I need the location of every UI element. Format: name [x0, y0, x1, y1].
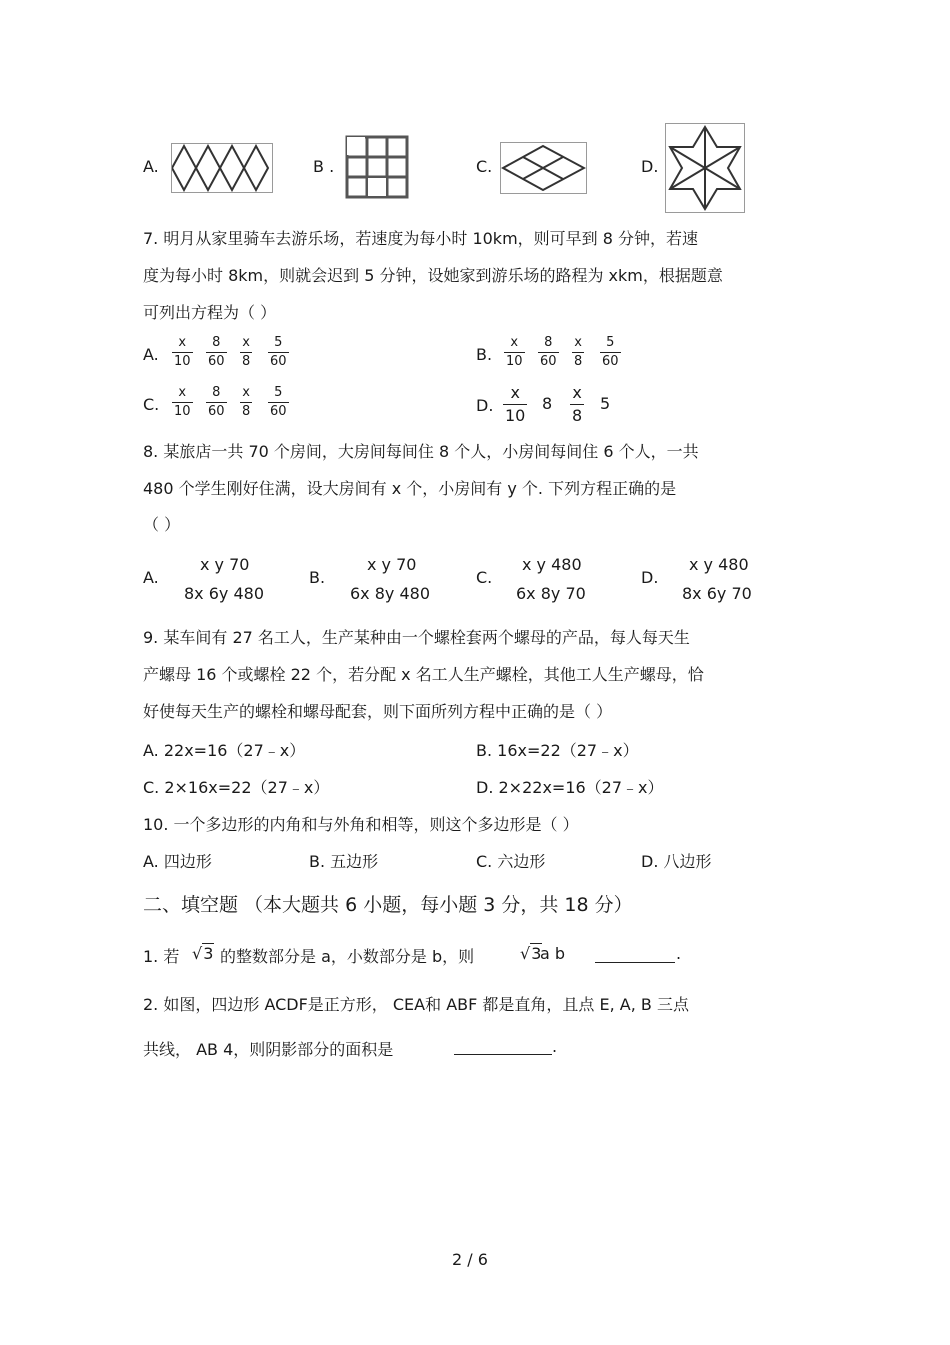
q9-line-2: 产螺母 16 个或螺栓 22 个，若分配 x 名工人生产螺栓，其他工人生产螺母，恰: [143, 665, 704, 684]
q7-option-b-label: B.: [476, 345, 493, 364]
grid-square-figure: [343, 133, 411, 201]
section-2-heading: 二、填空题 （本大题共 6 小题，每小题 3 分，共 18 分）: [143, 894, 633, 916]
q7-d-frac-2: $\frac{x}{8}$: [572, 383, 583, 425]
q8-a-eq-bottom: 8x 6y 480: [184, 584, 265, 603]
q7-c-frac-1: $\frac{x}{10}$: [174, 385, 191, 419]
q7-d-eight: 8: [542, 394, 553, 413]
q7-a-frac-1: $\frac{x}{10}$: [174, 335, 191, 369]
fill-1-sqrt-1: √3: [192, 944, 214, 963]
fill-1-answer-blank[interactable]: [595, 962, 675, 963]
q7-option-c-label: C.: [143, 395, 160, 414]
q6-figure-b: [343, 133, 411, 201]
q9-option-a: A. 22x=16（27﹣x）: [143, 741, 306, 760]
fill-1-expr: a b: [540, 944, 566, 963]
q7-a-frac-2: $\frac{8}{60}$: [208, 335, 225, 369]
q9-option-d: D. 2×22x=16（27﹣x）: [476, 778, 664, 797]
fill-2-line-1: 2. 如图，四边形 ACDF是正方形， CEA和 ABF 都是直角，且点 E, A, B 三点: [143, 995, 689, 1014]
q6-figure-d: [665, 123, 745, 213]
q6-option-a-label: A.: [143, 157, 159, 176]
q7-b-frac-1: $\frac{x}{10}$: [506, 335, 523, 369]
q7-d-frac-1: $\frac{x}{10}$: [505, 383, 526, 425]
q8-b-eq-bottom: 6x 8y 480: [350, 584, 431, 603]
fill-1-sqrt-2: √3: [520, 944, 542, 963]
q8-d-eq-top: x y 480: [689, 555, 749, 574]
q9-option-b: B. 16x=22（27﹣x）: [476, 741, 639, 760]
page-number: 2 / 6: [452, 1250, 488, 1269]
q9-option-c: C. 2×16x=22（27﹣x）: [143, 778, 330, 797]
zigzag-diamond-figure: [172, 144, 272, 192]
q7-c-frac-3: $\frac{x}{8}$: [242, 385, 251, 419]
q8-option-c-label: C.: [476, 568, 493, 587]
q6-figure-c: [500, 142, 587, 194]
fill-1-prefix: 1. 若: [143, 947, 180, 966]
q7-a-frac-4: $\frac{5}{60}$: [270, 335, 287, 369]
q7-c-frac-4: $\frac{5}{60}$: [270, 385, 287, 419]
q7-line-2: 度为每小时 8km，则就会迟到 5 分钟，设她家到游乐场的路程为 xkm，根据题意: [143, 266, 723, 285]
q10-option-b: B. 五边形: [309, 852, 379, 871]
fill-1-end: .: [676, 944, 682, 963]
q6-option-d-label: D.: [641, 157, 659, 176]
q7-option-a-label: A.: [143, 345, 159, 364]
q7-b-frac-4: $\frac{5}{60}$: [602, 335, 619, 369]
q7-c-frac-2: $\frac{8}{60}$: [208, 385, 225, 419]
six-point-star-figure: [666, 124, 744, 212]
q6-figure-a: [171, 143, 273, 193]
fill-2-end: .: [552, 1037, 558, 1056]
q10-option-d: D. 八边形: [641, 852, 712, 871]
fill-2-answer-blank[interactable]: [454, 1054, 552, 1055]
q10-option-c: C. 六边形: [476, 852, 546, 871]
rhombus-lattice-figure: [501, 143, 586, 193]
q7-b-frac-3: $\frac{x}{8}$: [574, 335, 583, 369]
q6-option-b-label: B .: [313, 157, 335, 176]
q10-option-a: A. 四边形: [143, 852, 212, 871]
q8-option-d-label: D.: [641, 568, 659, 587]
q10-line-1: 10. 一个多边形的内角和与外角和相等，则这个多边形是（ ）: [143, 815, 579, 834]
fill-1-mid: 的整数部分是 a，小数部分是 b，则: [220, 947, 475, 966]
q8-a-eq-top: x y 70: [200, 555, 250, 574]
fill-2-line-2: 共线， AB 4，则阴影部分的面积是: [143, 1040, 394, 1059]
q7-line-1: 7. 明月从家里骑车去游乐场，若速度为每小时 10km，则可早到 8 分钟，若速: [143, 229, 699, 248]
q8-line-3: （ ）: [143, 515, 181, 534]
q7-line-3: 可列出方程为（ ）: [143, 303, 277, 322]
q8-c-eq-bottom: 6x 8y 70: [516, 584, 586, 603]
q9-line-3: 好使每天生产的螺栓和螺母配套，则下面所列方程中正确的是（ ）: [143, 702, 613, 721]
q8-d-eq-bottom: 8x 6y 70: [682, 584, 752, 603]
q8-b-eq-top: x y 70: [367, 555, 417, 574]
q7-option-d-label: D.: [476, 396, 494, 415]
q8-line-1: 8. 某旅店一共 70 个房间，大房间每间住 8 个人，小房间每间住 6 个人，一共: [143, 442, 699, 461]
q7-d-five: 5: [600, 394, 611, 413]
q8-c-eq-top: x y 480: [522, 555, 582, 574]
q6-option-c-label: C.: [476, 157, 493, 176]
q9-line-1: 9. 某车间有 27 名工人，生产某种由一个螺栓套两个螺母的产品，每人每天生: [143, 628, 690, 647]
q7-a-frac-3: $\frac{x}{8}$: [242, 335, 251, 369]
q7-b-frac-2: $\frac{8}{60}$: [540, 335, 557, 369]
q8-line-2: 480 个学生刚好住满，设大房间有 x 个，小房间有 y 个. 下列方程正确的是: [143, 479, 677, 498]
q8-option-b-label: B.: [309, 568, 326, 587]
q8-option-a-label: A.: [143, 568, 159, 587]
